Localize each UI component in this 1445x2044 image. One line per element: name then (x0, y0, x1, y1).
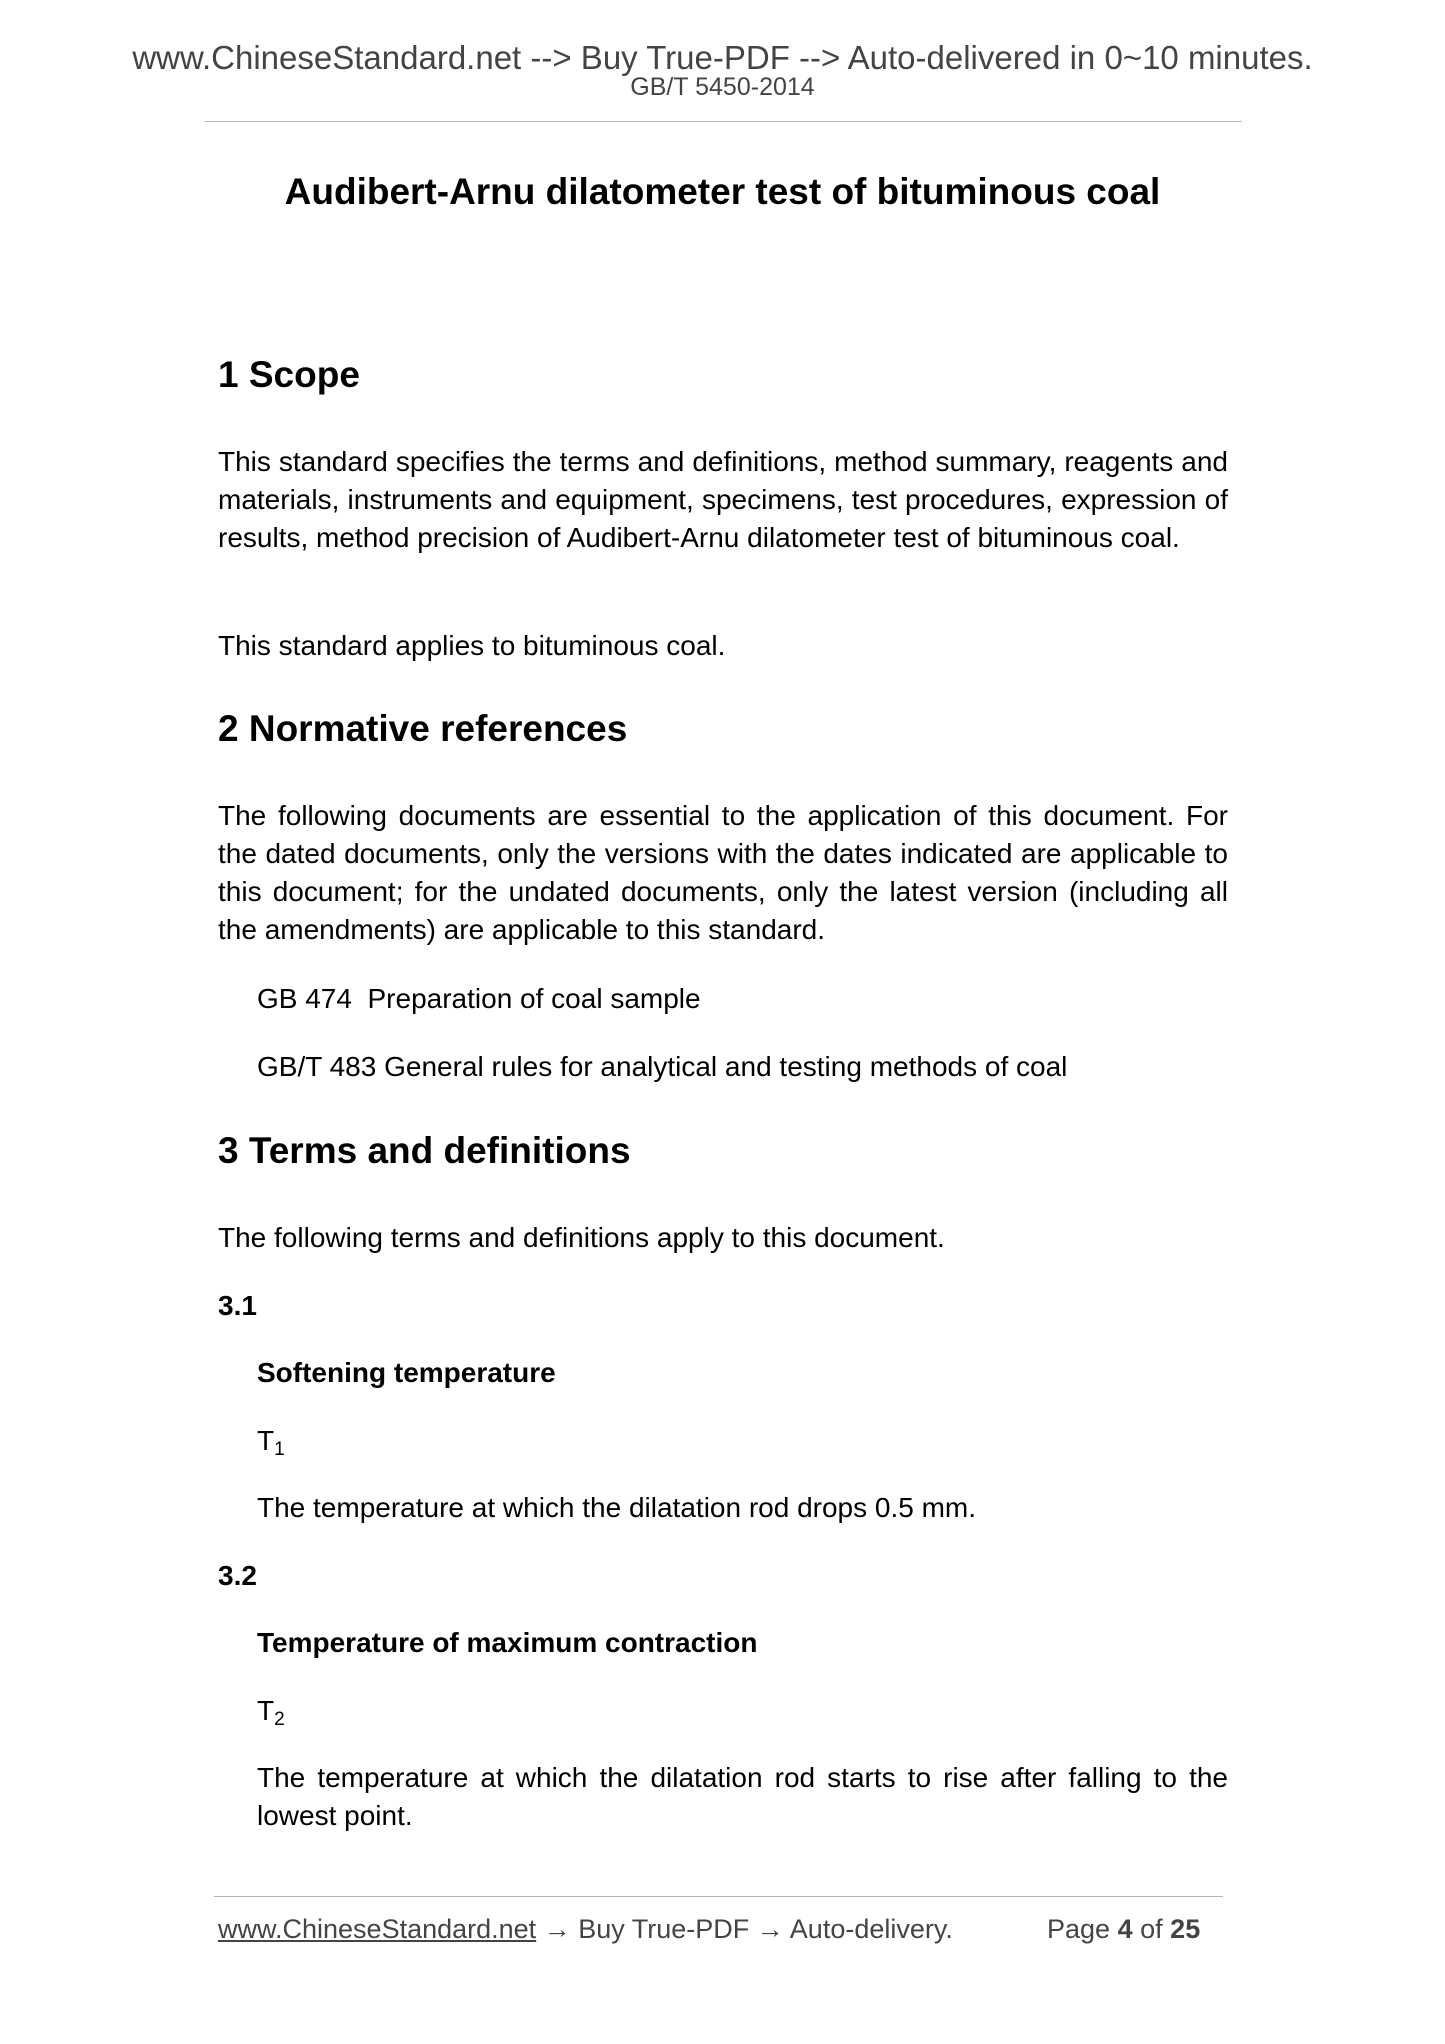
page-number (1047, 1912, 1200, 1946)
footer-promo (218, 1912, 953, 1946)
scope-paragraph-1: This standard specifies the terms and definitions, method summary, reagents and materials, instruments and equipment, specimens, test procedures, expression of results, method precision of Audibert-Arnu dilatometer test of bituminous coal. (218, 446, 1228, 553)
term-name-maximum-contraction: Temperature of maximum contraction (257, 1627, 758, 1658)
section-heading-normative-references: 2 Normative references (218, 708, 628, 749)
footer-divider (214, 1896, 1223, 1897)
reference-item-gb474: GB 474 Preparation of coal sample (257, 983, 701, 1014)
header-divider (205, 121, 1242, 122)
header-banner: www.ChineseStandard.net --> Buy True-PDF --> Auto-delivered in 0~10 minutes. (132, 39, 1313, 76)
page-total: 25 (1170, 1914, 1201, 1944)
symbol-subscript: 1 (274, 1439, 285, 1460)
section-heading-scope: 1 Scope (218, 354, 360, 395)
of-label: of (1140, 1914, 1163, 1944)
scope-paragraph-2: This standard applies to bituminous coal. (218, 630, 726, 661)
normative-paragraph: The following documents are essential to the application of this document. For the dated documents, only the versions with the dates indicated are applicable to this document; for the undated documents, only the latest version (including all the amendments) are applicable to this standard. (218, 800, 1228, 945)
symbol-letter: T (257, 1425, 275, 1456)
term-name-softening-temperature: Softening temperature (257, 1357, 556, 1388)
standard-code: GB/T 5450-2014 (630, 73, 815, 101)
footer-site-link[interactable]: www.ChineseStandard.net (218, 1914, 537, 1944)
reference-item-gbt483: GB/T 483 General rules for analytical and testing methods of coal (257, 1051, 1068, 1082)
arrow-right-icon: → (543, 1914, 571, 1944)
symbol-letter: T (257, 1695, 275, 1726)
footer-delivery-text: Auto-delivery. (789, 1914, 953, 1944)
arrow-right-icon: → (756, 1914, 784, 1944)
term-number-3-1: 3.1 (218, 1290, 257, 1321)
terms-intro: The following terms and definitions apply to this document. (218, 1222, 945, 1253)
page-label: Page (1047, 1914, 1111, 1944)
term-symbol-t1 (257, 1422, 285, 1460)
term-symbol-t2 (257, 1692, 285, 1730)
document-title: Audibert-Arnu dilatometer test of bituminous coal (284, 171, 1161, 212)
footer-buy-text: Buy True-PDF (578, 1914, 750, 1944)
term-number-3-2: 3.2 (218, 1560, 257, 1591)
page-current: 4 (1117, 1914, 1133, 1944)
term-definition-softening-temperature: The temperature at which the dilatation rod drops 0.5 mm. (257, 1492, 977, 1523)
section-heading-terms: 3 Terms and definitions (218, 1130, 631, 1171)
term-definition-maximum-contraction: The temperature at which the dilatation rod starts to rise after falling to the lowest point. (257, 1762, 1228, 1831)
symbol-subscript: 2 (274, 1709, 285, 1730)
